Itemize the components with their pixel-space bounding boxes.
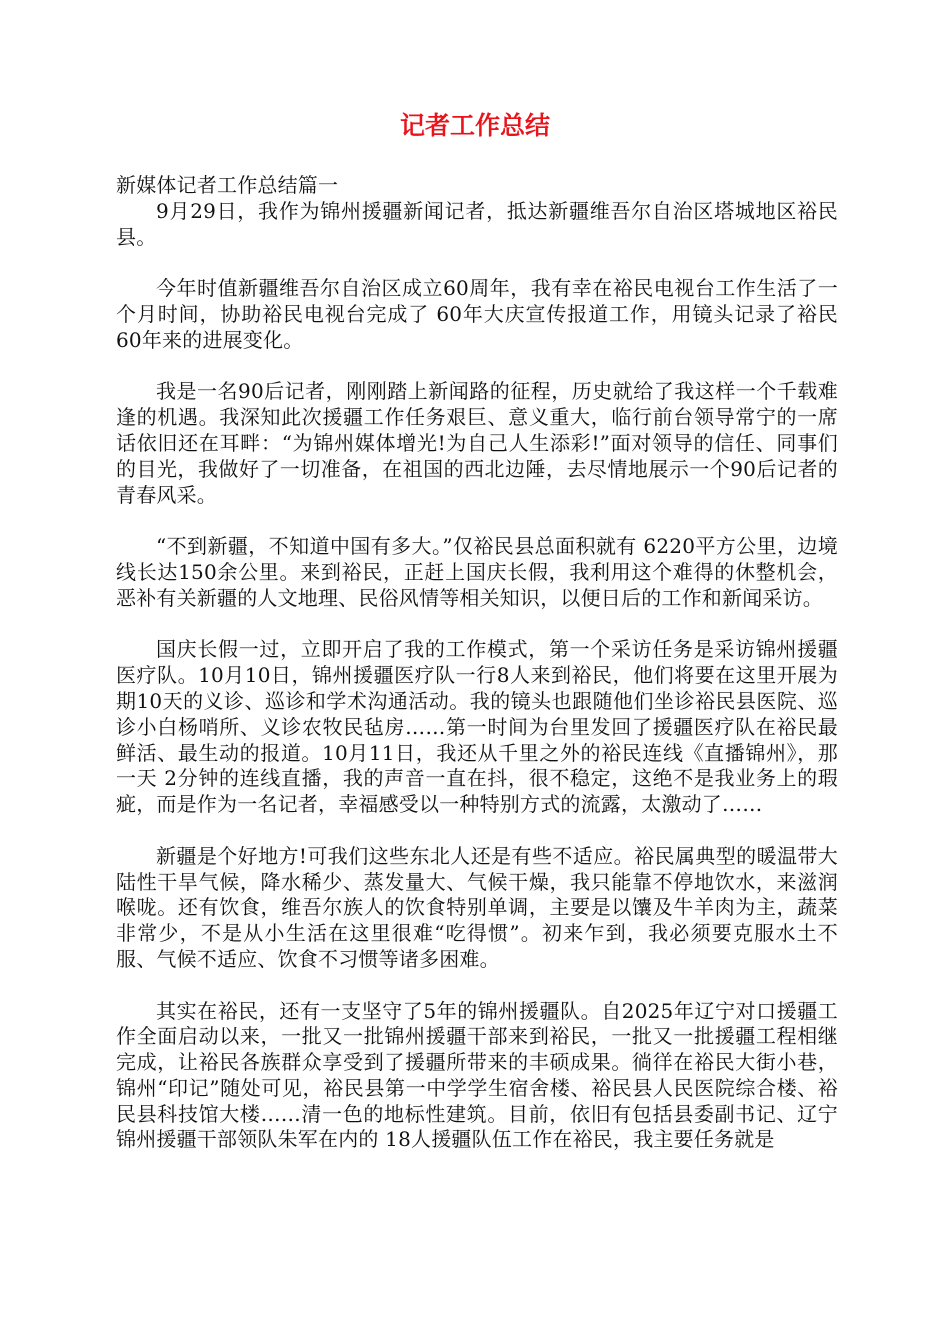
document-body [116, 173, 838, 1153]
paragraph: “不到新疆，不知道中国有多大。”仅裕民县总面积就有 6220平方公里，边境线长达150余公里。来到裕民，正赶上国庆长假，我利用这个难得的休整机会，恶补有关新疆的人文地理、民俗风情等相关知识，以便日后的工作和新闻采访。 [116, 534, 838, 610]
paragraph: 9月29日，我作为锦州援疆新闻记者，抵达新疆维吾尔自治区塔城地区裕民县。 [116, 198, 838, 249]
document-title: 记者工作总结 [399, 111, 550, 140]
section-subtitle: 新媒体记者工作总结篇一 [116, 173, 339, 197]
paragraph: 其实在裕民，还有一支坚守了5年的锦州援疆队。自2025年辽宁对口援疆工作全面启动以来，一批又一批锦州援疆干部来到裕民，一批又一批援疆工程相继完成，让裕民各族群众享受到了援疆所带来的丰硕成果。徜徉在裕民大街小巷，锦州“印记”随处可见，裕民县第一中学学生宿舍楼、裕民县人民医院综合楼、裕民县科技馆大楼……清一色的地标性建筑。目前，依旧有包括县委副书记、辽宁锦州援疆干部领队朱军在内的 18人援疆队伍工作在裕民，我主要任务就是 [116, 998, 838, 1152]
paragraph: 国庆长假一过，立即开启了我的工作模式，第一个采访任务是采访锦州援疆医疗队。10月10日，锦州援疆医疗队一行8人来到裕民，他们将要在这里开展为期10天的义诊、巡诊和学术沟通活动。我的镜头也跟随他们坐诊裕民县医院、巡诊小白杨哨所、义诊农牧民毡房……第一时间为台里发回了援疆医疗队在裕民最鲜活、最生动的报道。10月11日，我还从千里之外的裕民连线《直播锦州》，那一天 2分钟的连线直播，我的声音一直在抖，很不稳定，这绝不是我业务上的瑕疵，而是作为一名记者，幸福感受以一种特别方式的流露，太激动了…… [116, 637, 838, 817]
paragraph: 我是一名90后记者，刚刚踏上新闻路的征程，历史就给了我这样一个千载难逢的机遇。我深知此次援疆工作任务艰巨、意义重大，临行前台领导常宁的一席话依旧还在耳畔：“为锦州媒体增光!为自己人生添彩!”面对领导的信任、同事们的目光，我做好了一切准备，在祖国的西北边陲，去尽情地展示一个90后记者的青春风采。 [116, 379, 838, 507]
paragraph: 新疆是个好地方!可我们这些东北人还是有些不适应。裕民属典型的暖温带大陆性干旱气候，降水稀少、蒸发量大、气候干燥，我只能靠不停地饮水，来滋润喉咙。还有饮食，维吾尔族人的饮食特别单调，主要是以馕及牛羊肉为主，蔬菜非常少，不是从小生活在这里很难“吃得惯”。初来乍到，我必须要克服水土不服、气候不适应、饮食不习惯等诸多困难。 [116, 843, 838, 971]
paragraph: 今年时值新疆维吾尔自治区成立60周年，我有幸在裕民电视台工作生活了一个月时间，协助裕民电视台完成了 60年大庆宣传报道工作，用镜头记录了裕民60年来的进展变化。 [116, 276, 838, 352]
